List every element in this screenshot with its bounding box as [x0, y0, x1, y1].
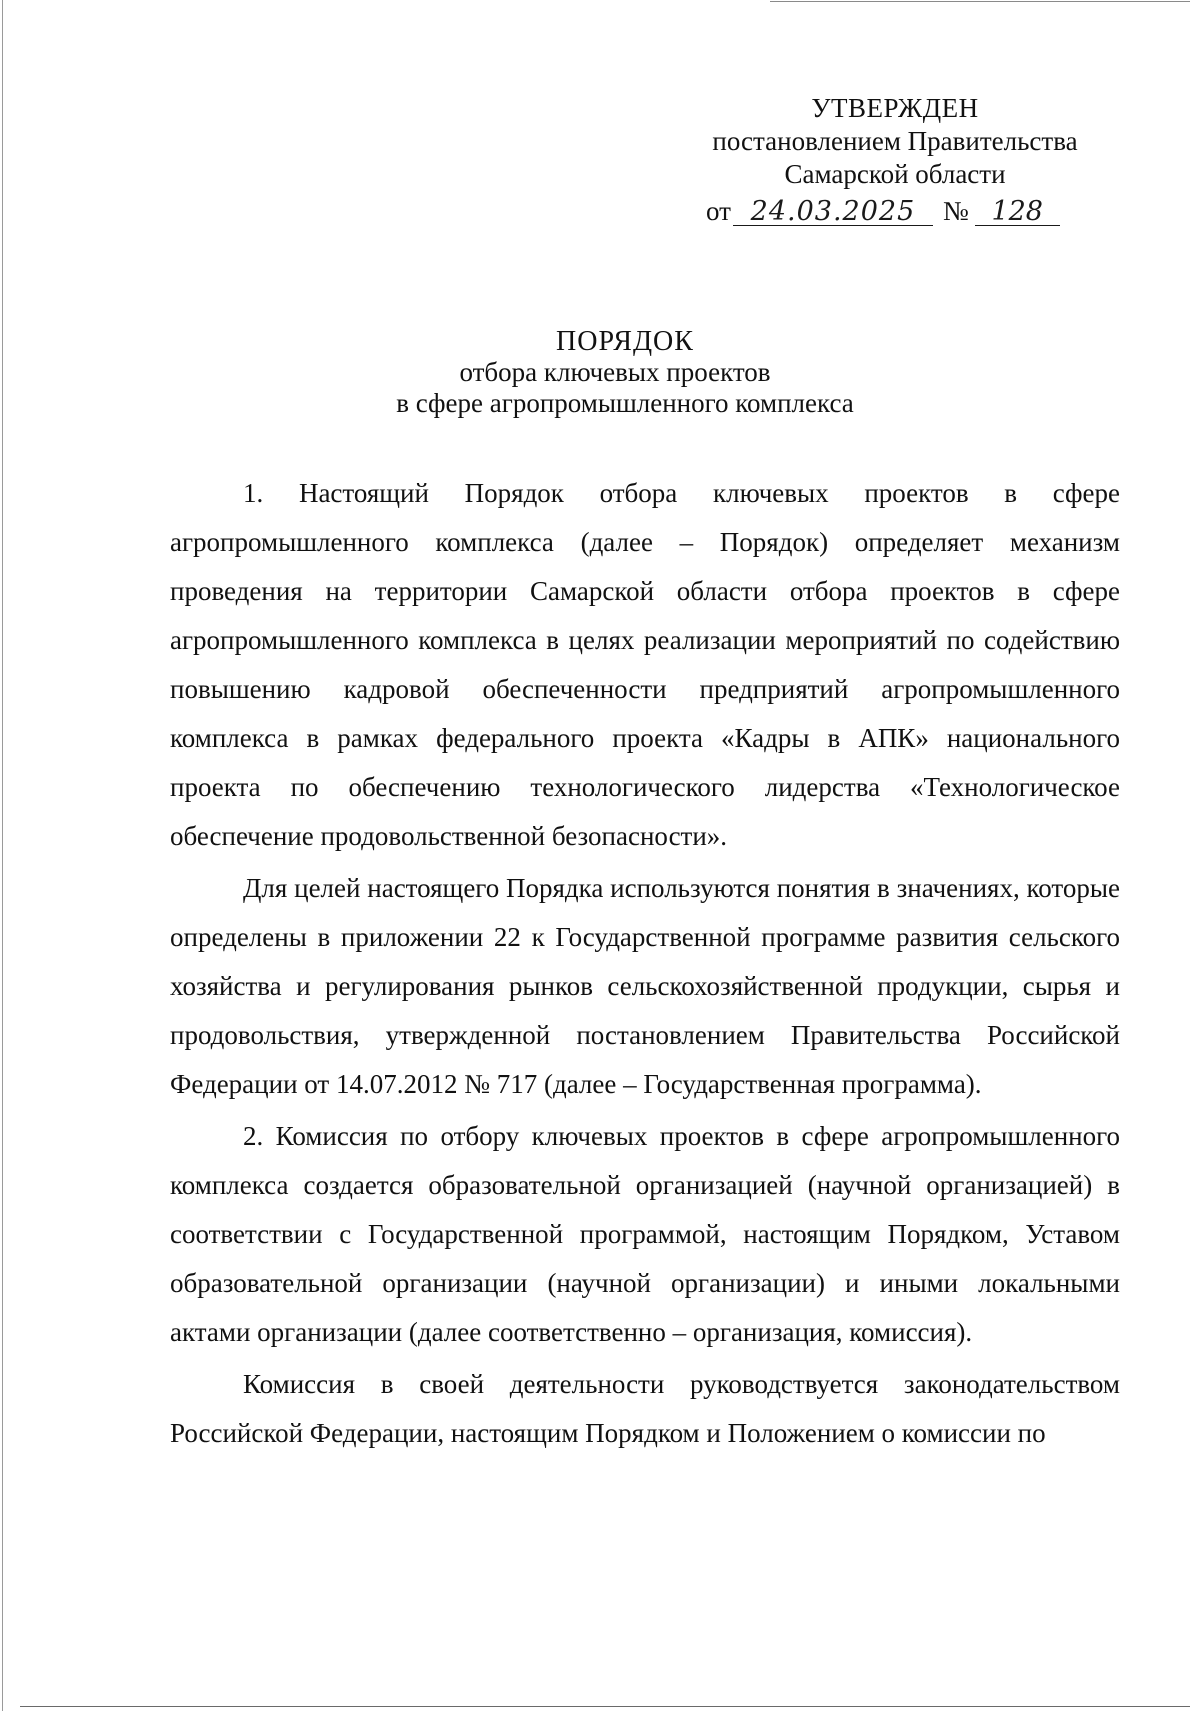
paragraph-1: 1. Настоящий Порядок отбора ключевых проектов в сфере агропромышленного комплекса (далее – Порядок) определяет механизм проведения на территории Самарской области отбора проектов в сфере агропромышленного комплекса в целях реализации мероприятий по содействию повышению кадровой обеспеченности предприятий агропромышленного комплекса в рамках федерального проекта «Кадры в АПК» национального проекта по обеспечению технологического лидерства «Технологическое обеспечение продовольственной безопасности».: [170, 478, 1120, 851]
document-title: ПОРЯДОК: [556, 326, 694, 357]
document-subtitle-line-2: в сфере агропромышленного комплекса: [396, 388, 854, 418]
document-body: [170, 469, 1120, 1458]
paragraph-4: Комиссия в своей деятельности руководствуется законодательством Российской Федерации, настоящим Порядком и Положением о комиссии по: [170, 1369, 1120, 1448]
handwritten-number: 128: [975, 199, 1060, 226]
approval-date-number-line: [690, 195, 1100, 228]
approval-line-2: Самарской области: [784, 159, 1006, 189]
handwritten-date: 24.03.2025: [733, 199, 933, 226]
paragraph-2: Для целей настоящего Порядка используются понятия в значениях, которые определены в приложении 22 к Государственной программе развития сельского хозяйства и регулирования рынков сельскохозяйственной продукции, сырья и продовольствия, утвержденной постановлением Правительства Российской Федерации от 14.07.2012 № 717 (далее – Государственная программа).: [170, 873, 1120, 1099]
scan-edge-left: [2, 0, 3, 1711]
date-prefix: от: [706, 196, 731, 226]
number-sign: №: [942, 196, 969, 226]
document-title-block: [0, 326, 1200, 419]
paragraph-3: 2. Комиссия по отбору ключевых проектов в сфере агропромышленного комплекса создается образовательной организацией (научной организацией) в соответствии с Государственной программой, настоящим Порядком, Уставом образовательной организации (научной организации) и иными локальными актами организации (далее соответственно – организация, комиссия).: [170, 1121, 1120, 1347]
scan-edge-bottom: [20, 1706, 1190, 1707]
approval-line-1: постановлением Правительства: [712, 126, 1078, 156]
scan-edge-top: [770, 1, 1190, 2]
approval-stamp-block: [690, 92, 1100, 228]
document-subtitle-line-1: отбора ключевых проектов: [459, 357, 771, 387]
approval-title: УТВЕРЖДЕН: [811, 93, 979, 123]
